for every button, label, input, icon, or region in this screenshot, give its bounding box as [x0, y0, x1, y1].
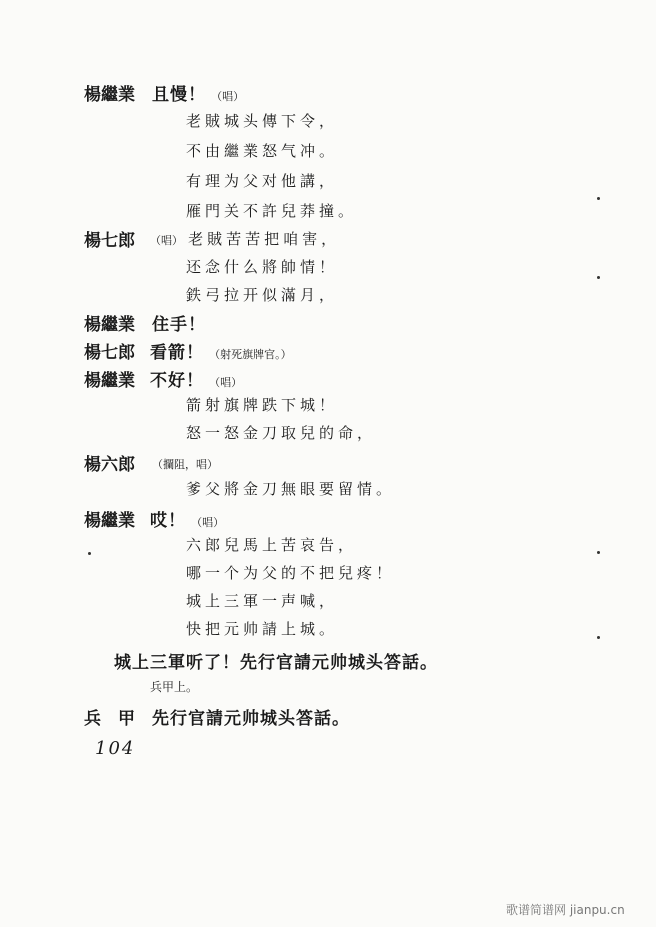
speaker-yang-jiye: 楊繼業 — [84, 371, 135, 391]
scan-speck — [597, 551, 600, 554]
dialogue-line — [150, 338, 292, 363]
verse-line: 怒一怒金刀取兒的命， — [186, 424, 377, 442]
dialogue-line — [150, 506, 224, 531]
dialogue-text: 且慢！ — [152, 85, 206, 105]
dialogue-line — [150, 366, 242, 391]
dialogue-text: 不好！ — [150, 371, 204, 391]
speaker-yang-jiye: 楊繼業 — [84, 315, 135, 335]
verse-line: 有理为父对他講， — [186, 172, 339, 190]
stage-direction: （唱） — [209, 376, 243, 389]
watermark: 歌谱简谱网 jianpu.cn — [506, 903, 625, 917]
verse-text: 老賊苦苦把咱害， — [188, 230, 341, 248]
page-number: 104 — [95, 738, 136, 759]
dialogue-line — [152, 80, 244, 105]
dialogue-line: 先行官請元帅城头答話。 — [152, 709, 350, 729]
dialogue-text: 看箭！ — [150, 343, 204, 363]
stage-direction: （攔阻，唱） — [152, 458, 218, 471]
stage-direction: （射死旗牌官。） — [209, 348, 292, 361]
verse-line: 城上三軍一声喊， — [186, 592, 339, 610]
verse-line: 快把元帅請上城。 — [186, 620, 339, 638]
verse-line: 老賊城头傳下令， — [186, 112, 339, 130]
dialogue-line — [150, 228, 340, 249]
dialogue-line — [152, 310, 206, 335]
scan-speck — [88, 552, 91, 555]
verse-line: 爹父將金刀無眼要留情。 — [186, 480, 396, 498]
dialogue-line — [152, 453, 218, 472]
speaker-yang-liulang: 楊六郎 — [84, 455, 135, 475]
speaker-yang-qilang: 楊七郎 — [84, 343, 135, 363]
call-line: 城上三軍听了！先行官請元帅城头答話。 — [114, 653, 438, 673]
scan-speck — [597, 636, 600, 639]
stage-direction: 兵甲上。 — [150, 680, 199, 694]
verse-line: 六郎兒馬上苦哀告， — [186, 536, 358, 554]
verse-line: 鉄弓拉开似滿月， — [186, 286, 339, 304]
verse-line: 哪一个为父的不把兒疼！ — [186, 564, 396, 582]
speaker-yang-jiye: 楊繼業 — [84, 511, 135, 531]
stage-direction: （唱） — [150, 234, 183, 247]
dialogue-text: 住手！ — [152, 315, 206, 335]
scan-speck — [597, 197, 600, 200]
speaker-bingjia: 兵 甲 — [84, 709, 135, 729]
stage-direction: （唱） — [191, 516, 225, 529]
verse-line: 不由繼業怒气冲。 — [186, 142, 339, 160]
speaker-yang-qilang: 楊七郎 — [84, 231, 135, 251]
stage-direction: （唱） — [211, 90, 245, 103]
verse-line: 还念什么將帥情！ — [186, 258, 339, 276]
dialogue-text: 哎！ — [150, 511, 186, 531]
verse-line: 箭射旗牌跌下城！ — [186, 396, 339, 414]
verse-line: 雁門关不許兒莽撞。 — [186, 202, 358, 220]
speaker-yang-jiye: 楊繼業 — [84, 85, 135, 105]
scan-speck — [597, 276, 600, 279]
